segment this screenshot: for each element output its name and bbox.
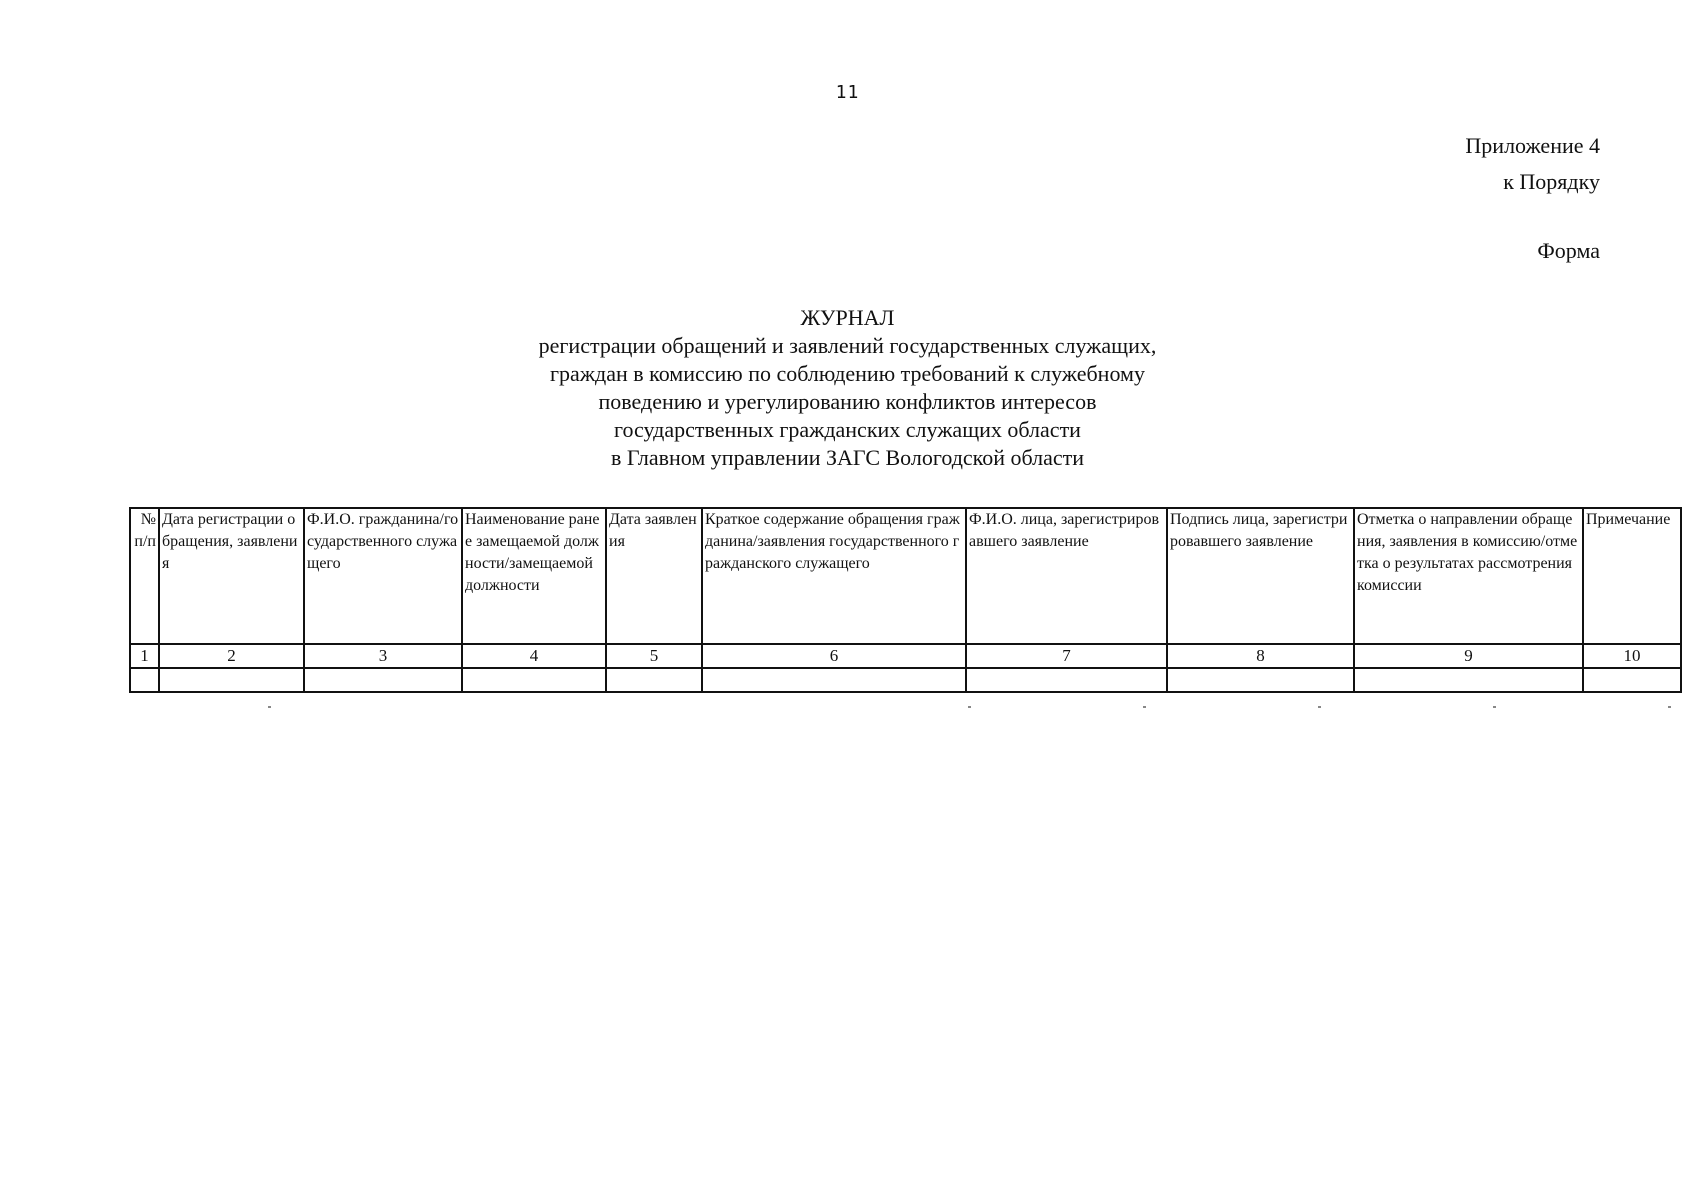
empty-cell	[462, 668, 606, 692]
header-cell-registrar-name: Ф.И.О. лица, зарегистрировавшего заявление	[966, 508, 1167, 644]
empty-cell	[304, 668, 462, 692]
empty-entry-row	[130, 668, 1681, 692]
header-cell-application-date: Дата заявления	[606, 508, 702, 644]
scan-speck	[1143, 706, 1146, 708]
header-cell-note: Примечание	[1583, 508, 1681, 644]
appendix-number: Приложение 4	[1465, 133, 1600, 158]
empty-cell	[1167, 668, 1354, 692]
empty-cell	[130, 668, 159, 692]
page-number: 11	[835, 82, 860, 103]
header-cell-registrar-signature: Подпись лица, зарегистрировавшего заявление	[1167, 508, 1354, 644]
column-number: 6	[702, 644, 966, 668]
header-cell-commission-mark: Отметка о направлении обращения, заявления в комиссию/отметка о результатах рассмотрения комиссии	[1354, 508, 1583, 644]
column-number: 5	[606, 644, 702, 668]
column-number-row	[130, 644, 1681, 668]
column-number: 9	[1354, 644, 1583, 668]
scan-speck	[1318, 706, 1321, 708]
column-number: 4	[462, 644, 606, 668]
scan-specks	[0, 706, 1695, 712]
registration-journal-table	[129, 507, 1682, 693]
title-line: регистрации обращений и заявлений государственных служащих,	[538, 333, 1157, 358]
column-number: 1	[130, 644, 159, 668]
empty-cell	[702, 668, 966, 692]
table-header-row	[130, 508, 1681, 644]
header-cell-position: Наименование ранее замещаемой должности/замещаемой должности	[462, 508, 606, 644]
header-cell-number: № п/п	[130, 508, 159, 644]
title-line: поведению и урегулированию конфликтов интересов	[598, 389, 1097, 414]
empty-cell	[1354, 668, 1583, 692]
scan-speck	[968, 706, 971, 708]
column-number: 3	[304, 644, 462, 668]
empty-cell	[966, 668, 1167, 692]
header-cell-summary: Краткое содержание обращения гражданина/заявления государственного гражданского служащего	[702, 508, 966, 644]
column-number: 7	[966, 644, 1167, 668]
empty-cell	[1583, 668, 1681, 692]
empty-cell	[159, 668, 304, 692]
title-heading: ЖУРНАЛ	[800, 305, 895, 330]
appendix-reference	[1465, 128, 1600, 200]
empty-cell	[606, 668, 702, 692]
title-line: государственных гражданских служащих области	[614, 417, 1081, 442]
scan-speck	[1493, 706, 1496, 708]
header-cell-registration-date: Дата регистрации обращения, заявления	[159, 508, 304, 644]
column-number: 8	[1167, 644, 1354, 668]
column-number: 2	[159, 644, 304, 668]
title-line: граждан в комиссию по соблюдению требований к служебному	[550, 361, 1145, 386]
form-label: Форма	[1537, 238, 1600, 263]
scan-speck	[268, 706, 271, 708]
scan-speck	[1668, 706, 1671, 708]
header-cell-full-name: Ф.И.О. гражданина/государственного служащего	[304, 508, 462, 644]
column-number: 10	[1583, 644, 1681, 668]
title-line: в Главном управлении ЗАГС Вологодской области	[610, 445, 1085, 470]
journal-title	[0, 304, 1695, 472]
appendix-order: к Порядку	[1503, 169, 1600, 194]
